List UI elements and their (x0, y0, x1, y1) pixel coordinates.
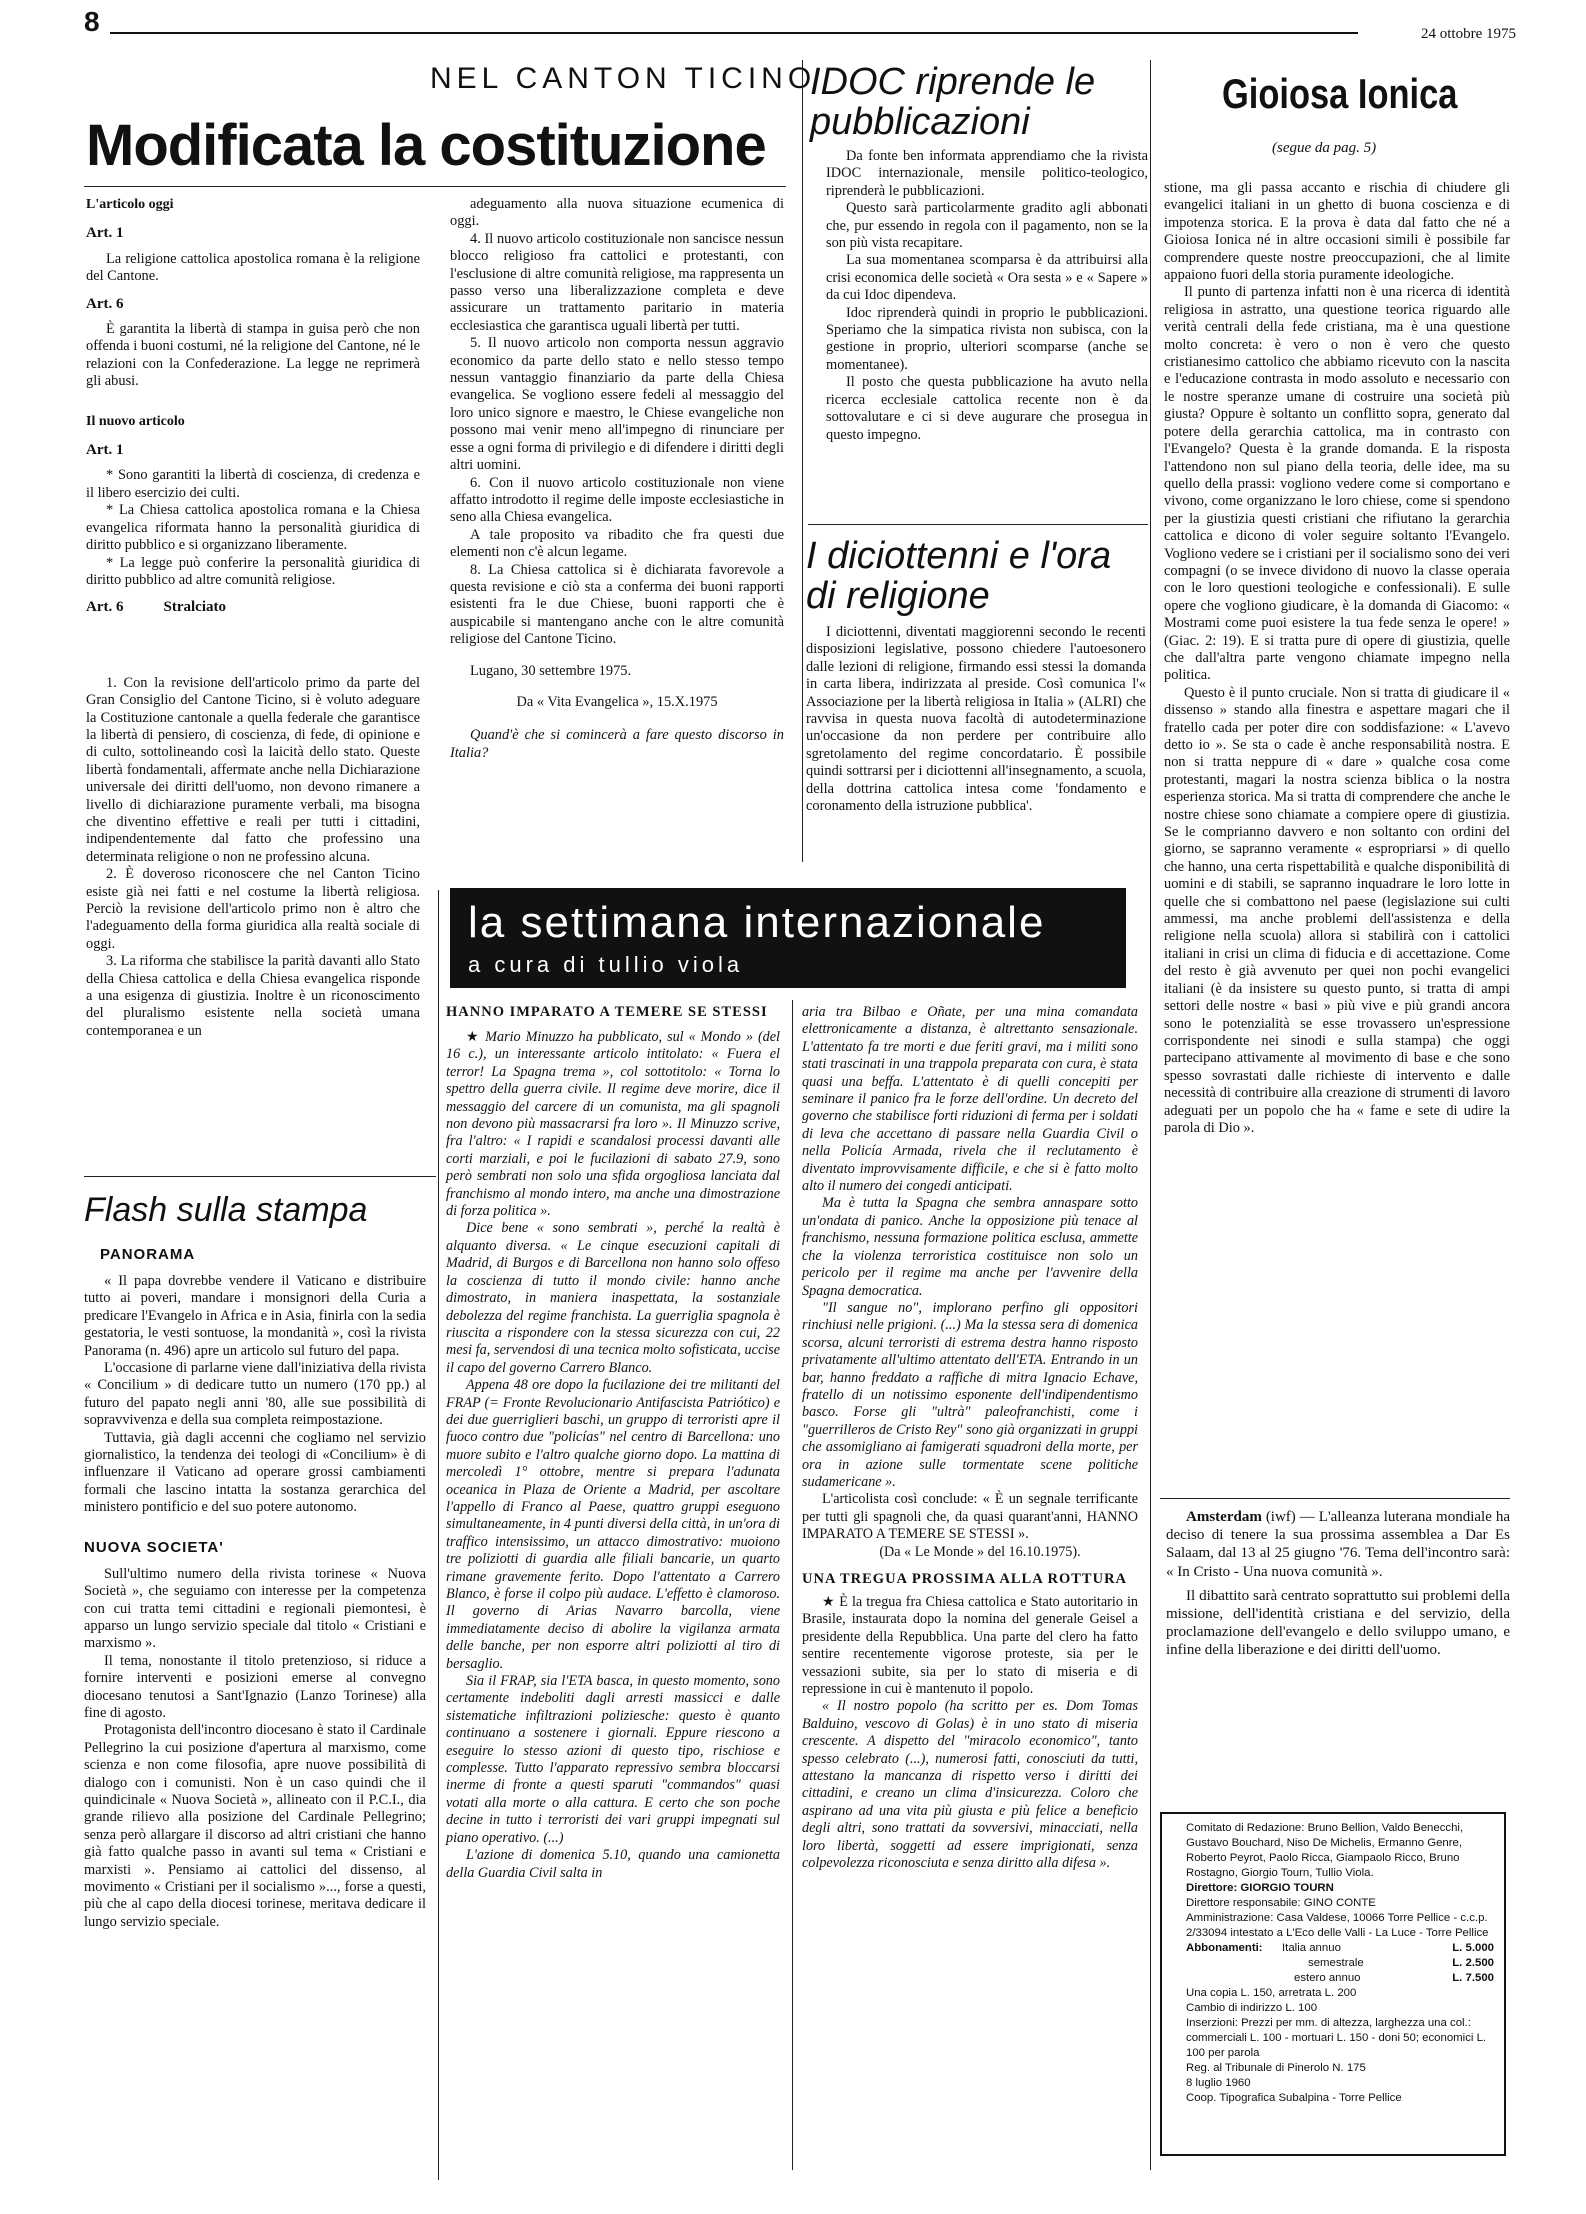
article-number: Art. 1 (86, 442, 124, 459)
paragraph: adeguamento alla nuova situazione ecumenica di oggi. (450, 196, 784, 230)
section-rule (84, 1176, 436, 1177)
source-line: Da « Vita Evangelica », 15.X.1975 (516, 693, 718, 710)
page-number: 8 (84, 6, 100, 37)
masthead-line: Una copia L. 150, arretrata L. 200 (1186, 1987, 1357, 1999)
paragraph: "Il sangue no", implorano perfino gli oppositori rinchiusi nelle prigioni. (...) Ma la stessa sera di domenica scorsa, alcuni terroristi di estrema destra hanno risposto privatamente all'ultimo attentato dell'ETA. Entrando in un bar, hanno freddato a raffiche di mitra Ignacio Echave, fratello di un notissimo esponente dell'indipendentismo basco. Forse gli "ultrà" paleofranchisti, come i "guerrilleros de Cristo Rey" sono già organizzati in gruppi che assomigliano ai famigerati squadroni della morte, per ora in azione sulle tormentate scene politiche sudamericane ». (802, 1299, 1138, 1490)
dateline: Amsterdam (1186, 1509, 1262, 1525)
masthead-line: Direttore responsabile: GINO CONTE (1186, 1897, 1376, 1909)
paragraph: 5. Il nuovo articolo non comporta nessun aggravio economico da parte dello stato e nello stesso tempo nessun vantaggio finanziario da parte della Chiesa evangelica. Se vogliono essere fedeli al messaggio del loro unico signore e maestro, le Chiese evangeliche non possono mai venir meno all'impegno di rinunciare per esse a ogni forma di privilegio e di difendere i diritti degli altri uomini. (450, 335, 784, 474)
paragraph: Dice bene « sono sembrati », perché la realtà è alquanto diversa. « Le cinque esecuzioni capitali di Madrid, di Burgos e di Barcellona non hanno solo offeso la coscienza di tutto il mondo civile: hanno anche dimostrato, in maniera inaspettata, la sostanziale debolezza del regime franchista. La guerriglia spagnola è riuscita a rispondere con la stessa sicurezza con cui, 22 mesi fa, servendosi di una tecnica molto sofisticata, uccise il capo del governo Carrero Blanco. (446, 1220, 780, 1376)
paragraph (802, 1594, 1138, 1698)
masthead-box (1160, 1812, 1506, 2156)
masthead-line: Inserzioni: Prezzi per mm. di altezza, larghezza una col.: commerciali L. 100 - mortuari L. 150 - doni 50; economici L. 100 per parola (1186, 2017, 1487, 2059)
article-number: Art. 1 (86, 225, 124, 242)
article-headline: Modificata la costituzione (86, 113, 766, 178)
paragraph: La sua momentanea scomparsa è da attribuirsi alla crisi economica delle società « Ora sesta » e « Sapere » da cui Idoc dipendeva. (826, 252, 1148, 304)
brief-lead: — L'alleanza luterana mondiale ha deciso di tenere la sua prossima assemblea a Dar Es Salaam, dal 13 al 25 giugno '76. Tema dell'incontro sarà: « In Cristo - Una nuova comunità ». (1166, 1509, 1510, 1580)
paragraph: Appena 48 ore dopo la fucilazione dei tre militanti del FRAP (= Fronte Revolucionario Antifascista Patriótico) e dei due guerriglieri baschi, un gruppo di terroristi apre il fuoco contro due "policías" nel centro di Barcellona: uno muore subito e l'altro qualche giorno dopo. La mattina di mercoledì 1° ottobre, mentre si prepara l'adunata oceanica in Plaza de Oriente a Madrid, per ascoltare l'appello di Franco al Paese, quattro gruppi eseguono simultaneamente, in 4 punti diversi della città, in un'ora di traffico intensissimo, un attacco dimostrativo: muoiono tre poliziotti di guardia alle filiali bancarie, un quarto rimane gravemente ferito. Dopo l'attentato a Carrero Blanco, è forse il colpo più audace. L'effetto è clamoroso. Il governo di Arias Navarro barcolla, viene immediatamente deciso di abolire la vigilanza armata delle banche, per non esporre altri poliziotti al tiro di bersaglio. (446, 1377, 780, 1672)
paragraph: 2. È doveroso riconoscere che nel Canton Ticino esiste già nei fatti e nel costume la libertà religiosa. Perciò la revisione dell'articolo primo non è altro che l'adeguamento della forma giuridica alla realtà sociale di oggi. (86, 866, 420, 952)
banner-subtitle: a cura di tullio viola (468, 952, 744, 977)
paragraph: aria tra Bilbao e Oñate, per una mina comandata elettronicamente a distanza, è altrettanto sensazionale. L'attentato fa tre morti e due feriti gravi, ma i militi sono stati trascinati in una trappola preparata con cura, è stata quasi una beffa. L'attentato è di quelli concepiti per seminare il panico fra le forze dell'ordine. Un decreto del governo che stabilisce forti riduzioni di ferma per i soldati di leva che accettano di passare nella Guardia Civil o nella Policía Armada, rivela che il reclutamento è diventato improvvisamente difficile, e che si è fatto molto alto il numero dei congedi anticipati. (802, 1004, 1138, 1195)
source-line: (Da « Le Monde » del 16.10.1975). (879, 1543, 1081, 1560)
main-article-column-2 (450, 196, 784, 762)
section-banner (450, 888, 1126, 988)
subsection-heading: NUOVA SOCIETA' (84, 1538, 224, 1556)
section-rule (1160, 1498, 1510, 1499)
section-label: Il nuovo articolo (86, 413, 185, 429)
continued-note: (segue da pag. 5) (1272, 140, 1377, 156)
editorial-question: Quand'è che si comincerà a fare questo discorso in Italia? (450, 727, 784, 761)
star-icon: ★ (466, 1029, 481, 1045)
paragraph: Tuttavia, già dagli accenni che cogliamo nel servizio giornalistico, la tendenza dei teologi di «Concilium» è di influenzare il Vaticano ad operare grossi cambiamenti formali che lascino intatta la sostanza gerarchica del ministero pontificio e del suo potere autonomo. (84, 1429, 426, 1516)
settimana-column-1 (446, 1004, 780, 1882)
paragraph: 8. La Chiesa cattolica si è dichiarata favorevole a questa revisione e ciò sta a conferma dei buoni rapporti esistenti fra le due Chiese, buoni rapporti che è auspicabile si mantengano anche con le altre comunità religiose del Cantone Ticino. (450, 561, 784, 648)
paragraph: Ma è tutta la Spagna che sembra annaspare sotto un'ondata di panico. Anche la opposizione più tenace al franchismo, nessuna formazione politica esclusa, ammette che la violenza terroristica costituisce non solo un pericolo per il regime ma anche per l'avvenire della Spagna democratica. (802, 1195, 1138, 1299)
paragraph: Questo è il punto cruciale. Non si tratta di giudicare il « dissenso » stando alla finestra e aspettare magari che il fratello cada per poter dire con soddisfazione: « L'avevo detto io ». Se sta o cade è anche responsabilità nostra. E non si tratta neppure di « dare » qualche cosa come protestanti, magari la nostra scienza biblica o la nostra esperienza storica. Ma si tratta di comprendere che anche le nostre chiese sono chiamate a compiere opere di giustizia. Se le comprianno davvero e non soltanto con ordini del giorno, se sapranno veramente « espropriarsi » di quello che hanno, una certa rispettabilità e qualche disponibilità di uomini e di stabili, se sapranno inquadrare le loro lotte in quelle che si combattono nel paese (legislazione sui culti ammessi, ma anche problemi dell'assistenza e della religione nella scuola) allora si stabilirà con i cattolici italiani in crisi un clima di fiducia e di accettazione. Come del resto è già avvenuto per quei non pochi evangelici italiani (è da insistere su questo punto, si tratta di ampi settori delle nostre « basi » più vive e più grandi ancora sono le potenzialità se esse trovassero un'espressione corrispondente nei sinodi e sulla stampa) che oggi partecipano attivamente al movimento di base e che sono spesso sovrastati dalle richieste di intervento e dalle necessità di contribuire alla creazione di strumenti di lavoro adeguati per un popolo che ha « fame e sete di udire la parola di Dio ». (1164, 684, 1510, 1136)
paragraph: * Sono garantiti la libertà di coscienza, di credenza e il libero esercizio dei culti. (86, 467, 420, 501)
paragraph: « Il nostro popolo (ha scritto per es. Dom Tomas Balduino, vescovo di Golas) è in uno stato di miseria crescente. A dispetto del "miracolo economico", tanto spesso celebrato (...), numerosi fatti, conosciuti da tutti, attestano la mancanza di rispetto verso i diritti dei cittadini, e creano un clima d'insicurezza. Coloro che aspirano ad una vita più giusta e più felice a beneficio degli altri, sono trattati da sovversivi, minacciati, nella loro libertà, soggetti ad essere imprigionati, senza colpevolezza riconosciuta e senza diritto alla difesa ». (802, 1698, 1138, 1872)
flash-headline: Flash sulla stampa (84, 1191, 368, 1229)
paragraph: 1. Con la revisione dell'articolo primo da parte del Gran Consiglio del Cantone Ticino, si è voluto adeguare la Costituzione cantonale a quella federale che garantisce la libertà di pensiero, di coscienza, di fede, di opinione e di culto, sottolineando così la laicità dello stato. Queste libertà fondamentali, affermate anche nella Dichiarazione universale dei diritti dell'uomo, non devono rimanere a livello di dichiarazione puramente verbali, ma bisogna che diventino effettive e reali per tutti i cittadini, indipendentemente dal fatto che professino una determinata religione o non ne professino alcuna. (86, 674, 420, 865)
settimana-column-2 (802, 1004, 1138, 1873)
paragraph: 3. La riforma che stabilisce la parità davanti allo Stato della Chiesa cattolica e della Chiesa evangelica risponde a una esigenza di giustizia. Inoltre è un riconoscimento del pluralismo esistente nella società umana contemporanea e un (86, 953, 420, 1039)
subscription-price: L. 5.000 (1452, 1942, 1494, 1954)
paragraph: « Il papa dovrebbe vendere il Vaticano e distribuire tutto ai poveri, mandare i monsignori della Curia a predicare l'Evangelo in Africa e in Asia, finirla con la sedia gestatoria, le vesti sontuose, la mondanità », così la rivista Panorama (n. 496) apre un articolo sul futuro del papa. (84, 1273, 426, 1359)
diciottenni-article (806, 624, 1146, 815)
masthead-line: Amministrazione: Casa Valdese, 10066 Torre Pellice - c.c.p. 2/33094 intestato a L'Eco delle Valli - La Luce - Torre Pellice (1186, 1912, 1489, 1939)
paragraph: * La legge può conferire la personalità giuridica di diritto pubblico ad altre comunità religiose. (86, 554, 420, 588)
top-rule (110, 32, 1358, 34)
gioiosa-article (1164, 180, 1510, 1137)
article-note: Stralciato (163, 599, 226, 616)
paragraph: Il punto di partenza infatti non è una ricerca di identità religiosa in astratto, una questione teorica riguardo alle verità centrali della fede cristiana, ma è una questione molto concreta: è vero o non è vero che questo cristianesimo cattolico che abbiamo ricevuto con la nascita e l'educazione contrasta in modo assoluto e necessario con le nostre speranze umane di costruire una società più giusta? Oppure è soltanto un conflitto sopra, generato dal potere della gerarchia cattolica, ma in contrasto con l'Evangelo? Questa è la grande domanda. E la risposta l'attendono non sul piano della teoria, delle idee, ma su quello della prassi: vogliono vedere come si comportano e vivono, come organizzano le loro chiese, come si spendono per la giustizia questi cristiani che rifiutano la gerarchia cattolica e dicono di voler seguire soltanto l'Evangelo. Vogliono vedere se i cristiani per il socialismo sono dei veri compagni (o se invece dividono di nuovo la classe operaia con le loro questioni teologiche e confessionali). E sulle opere che vogliono giudicare, è la domanda di Giacomo: « Mostrami come puoi esistere la tua fede senza le opere! » (Giac. 2: 19). E si tratta pure di opere di giustizia, quelle che dall'altra parte vengono chiamate impegno nella politica. (1164, 284, 1510, 684)
section-label: L'articolo oggi (86, 197, 174, 212)
article-kicker: NEL CANTON TICINO (430, 62, 817, 95)
subsection-heading: PANORAMA (100, 1246, 196, 1263)
masthead-line: Coop. Tipografica Subalpina - Torre Pellice (1186, 2092, 1402, 2104)
paragraph: L'occasione di parlarne viene dall'iniziativa della rivista « Concilium » di dedicare tutto un numero (170 pp.) al futuro del papato negli anni '80, alle sue possibilità di sopravvivenza e della sua completa reimpostazione. (84, 1360, 426, 1429)
subscription-price: L. 7.500 (1452, 1972, 1494, 1984)
paragraph: Idoc riprenderà quindi in proprio le pubblicazioni. Speriamo che la simpatica rivista non subisca, con la gestione in proprio, ulteriori scomparse (anche se momentanee). (826, 304, 1148, 373)
paragraph: Sull'ultimo numero della rivista torinese « Nuova Società », che seguiamo con interesse per la competenza con cui tratta temi cittadini e regionali piemontesi, è apparso un lungo servizio speciale dal titolo « Cristiani e marxismo ». (84, 1565, 426, 1652)
headline-rule (84, 186, 786, 187)
paragraph: Da fonte ben informata apprendiamo che la rivista IDOC internazionale, mensile politico-teologico, riprenderà le pubblicazioni. (826, 148, 1148, 199)
star-icon: ★ (822, 1594, 836, 1610)
amsterdam-brief (1166, 1508, 1510, 1660)
subscription-type: Italia annuo (1282, 1942, 1341, 1954)
subscription-type: estero annuo (1294, 1972, 1361, 1984)
paragraph: A tale proposito va ribadito che fra questi due elementi non c'è alcun legame. (450, 526, 784, 561)
column-divider (802, 60, 803, 862)
paragraph: L'articolista così conclude: « È un segnale terrificante per tutti gli spagnoli che, da quasi quarant'anni, HANNO IMPARATO A TEMERE SE STESSI ». (802, 1491, 1138, 1543)
masthead-line: Reg. al Tribunale di Pinerolo N. 175 (1186, 2062, 1366, 2074)
paragraph: È garantita la libertà di stampa in guisa però che non offenda i buoni costumi, né la religione del Cantone, né le relazioni con la Confederazione. La legge ne reprimerà gli abusi. (86, 321, 420, 390)
paragraph (446, 1029, 780, 1220)
subscription-table (1186, 1941, 1494, 1986)
paragraph: * La Chiesa cattolica apostolica romana e la Chiesa evangelica riformata hanno la personalità giuridica di diritto pubblico e si organizzano liberamente. (86, 502, 420, 554)
article-number (86, 599, 420, 616)
article-number: Art. 6 (86, 295, 124, 312)
gioiosa-headline: Gioiosa Ionica (1222, 70, 1458, 117)
column-divider (438, 890, 439, 2180)
idoc-headline: IDOC riprende le pubblicazioni (810, 61, 1096, 143)
paragraph: L'azione di domenica 5.10, quando una camionetta della Guardia Civil salta in (446, 1847, 780, 1881)
main-article-column-1 (86, 196, 420, 1040)
article-number-label: Art. 6 (86, 599, 124, 616)
diciottenni-headline: I diciottenni e l'ora di religione (806, 535, 1112, 617)
paragraph: stione, ma gli passa accanto e rischia di chiudere gli evangelici italiani in un ghetto di buona coscienza e di impotenza storica. E la prova è data dal fatto che né a Gioiosa Ionica né in altre occasioni simili è possibile far comprendere queste nostre preoccupazioni, che al limite appaiono fuori della storia puramente ideologiche. (1164, 180, 1510, 284)
subscription-label: Abbonamenti: (1186, 1942, 1263, 1954)
paragraph: Il tema, nonostante il titolo pretenzioso, si riduce a fornire interventi e posizioni emerse al convegno diocesano tenutosi a Sant'Ignazio (Lanzo Torinese) alla fine di agosto. (84, 1652, 426, 1721)
flash-article (84, 1246, 426, 1931)
masthead-line: 8 luglio 1960 (1186, 2077, 1251, 2089)
masthead-line: Comitato di Redazione: Bruno Bellion, Valdo Benecchi, Gustavo Bouchard, Niso De Michelis, Ermanno Genre, Roberto Peyrot, Paolo Ricca, Giampaolo Ricco, Bruno Rostagno, Giorgio Tourn, Tullio Viola. (1186, 1822, 1464, 1879)
paragraph-text: Mario Minuzzo ha pubblicato, sul « Mondo » (del 16 c.), un interessante articolo intitolato: « Fuera el terror! La Spagna trema », col sottotitolo: « Torna lo spettro della guerra civile. Il regime deve morire, dice il messaggio del carcere di un comunista, ma gli spagnoli non devono più massacrarsi fra loro ». Il Minuzzo scrive, fra l'altro: « I rapidi e scandalosi processi davanti alle corti marziali, e poi le fucilazioni di sabato 27.9, sono però sembrati non solo una sfida orgogliosa lanciata dal franchismo al mondo intero, ma anche una dimostrazione di forza politica ». (446, 1029, 780, 1220)
idoc-article (826, 148, 1148, 444)
column-divider (1150, 60, 1151, 2170)
masthead-line: Cambio di indirizzo L. 100 (1186, 2002, 1318, 2014)
paragraph: La religione cattolica apostolica romana è la religione del Cantone. (86, 250, 420, 285)
paragraph: Protagonista dell'incontro diocesano è stato il Cardinale Pellegrino la cui posizione d'apertura al marxismo, come scienza e non come filosofia, apre nuove possibilità di dialogo con i comunisti. Non è un caso quindi che il quindicinale « Nuova Società », allineato con il P.C.I., dia grande rilievo alla posizione del Cardinale Pellegrino; senza però allargare il discorso ad altri cristiani che hanno già fatto qualche passo in avanti sul tema « Cristiani e marxisti ». Pensiamo ai cattolici del dissenso, al movimento « Cristiani per il socialismo »..., forse a questi, più che al capo della diocesi torinese, meritava dedicare il lungo servizio speciale. (84, 1722, 426, 1930)
issue-date: 24 ottobre 1975 (1421, 26, 1516, 42)
banner-title: la settimana internazionale (468, 898, 1046, 947)
agency: (iwf) (1265, 1509, 1296, 1525)
paragraph: Questo sarà particolarmente gradito agli abbonati che, pur essendo in regola con il pagamento, non se la son più vista recapitare. (826, 200, 1148, 252)
paragraph: I diciottenni, diventati maggiorenni secondo le recenti disposizioni legislative, possono chiedere l'autoesonero dalle lezioni di religione, firmando essi stessi la domanda in carta libera, indirizzata al preside. Così comunica l'« Associazione per la libertà religiosa in Italia » (ALRI) che ravvisa in questa nuova facoltà di autodeterminazione un'occasione da non perdere per contribuire allo sgretolamento del regime concordatario. È possibile quindi sottrarsi per i diciottenni all'insegnamento, a scuola, della dottrina cattolica intesa come 'fondamento e coronamento della istruzione pubblica'. (806, 624, 1146, 815)
column-divider (792, 1000, 793, 2170)
subsection-heading: UNA TREGUA PROSSIMA ALLA ROTTURA (802, 1571, 1128, 1587)
subscription-price: L. 2.500 (1452, 1957, 1494, 1969)
paragraph: 4. Il nuovo articolo costituzionale non sancisce nessun blocco religioso fra cattolici e protestanti, con l'esclusione di altre comunità religiose, ma rappresenta un passo verso una liberalizzazione completa e deve assicurare un trattamento paritario in materia ecclesiastica che garantisca uguali libertà per tutti. (450, 230, 784, 334)
paragraph: 6. Con il nuovo articolo costituzionale non viene affatto introdotto il regime delle imposte ecclesiastiche in seno alla Chiesa evangelica. (450, 474, 784, 526)
subscription-type: semestrale (1308, 1957, 1364, 1969)
subsection-heading: HANNO IMPARATO A TEMERE SE STESSI (446, 1004, 768, 1020)
place-date: Lugano, 30 settembre 1975. (470, 662, 632, 679)
paragraph: Sia il FRAP, sia l'ETA basca, in questo momento, sono certamente indeboliti dagli arresti massicci e dalle sistematiche infiltrazioni poliziesche: questo è quanto continuano a sostenere i giornali. Eppure riescono a eseguire lo stesso azioni di questo tipo, rischiose e complesse. Tutto l'apparato repressivo sembra bloccarsi inerme di fronte a questi sparuti "commandos" quasi votati alla morte o alla cattura. E certo che son poche decine in tutto i terroristi dei vari gruppi impegnati sul piano operativo. (...) (446, 1673, 780, 1846)
paragraph: Il dibattito sarà centrato soprattutto sui problemi della missione, dell'identità cristiana e del servizio, della proclamazione dell'evangelo e dello sviluppo umano, e infine della liberazione e dei diritti dell'uomo. (1166, 1587, 1510, 1659)
paragraph (1166, 1508, 1510, 1581)
paragraph-text: È la tregua fra Chiesa cattolica e Stato autoritario in Brasile, instaurata dopo la nomina del generale Geisel a presidente della Repubblica. Una parte del clero ha fatto sentire recentemente vigorose proteste, sia per le vessazioni subite, sia per lo stato di miseria e di repressione in cui è mantenuto il popolo. (802, 1594, 1138, 1698)
masthead-line: Direttore: GIORGIO TOURN (1186, 1882, 1334, 1894)
section-rule (808, 524, 1148, 525)
paragraph: Il posto che questa pubblicazione ha avuto nella ricerca ecclesiale cattolica recente non è da sottovalutare e ci si deve augurare che prosegua in questo impegno. (826, 374, 1148, 443)
